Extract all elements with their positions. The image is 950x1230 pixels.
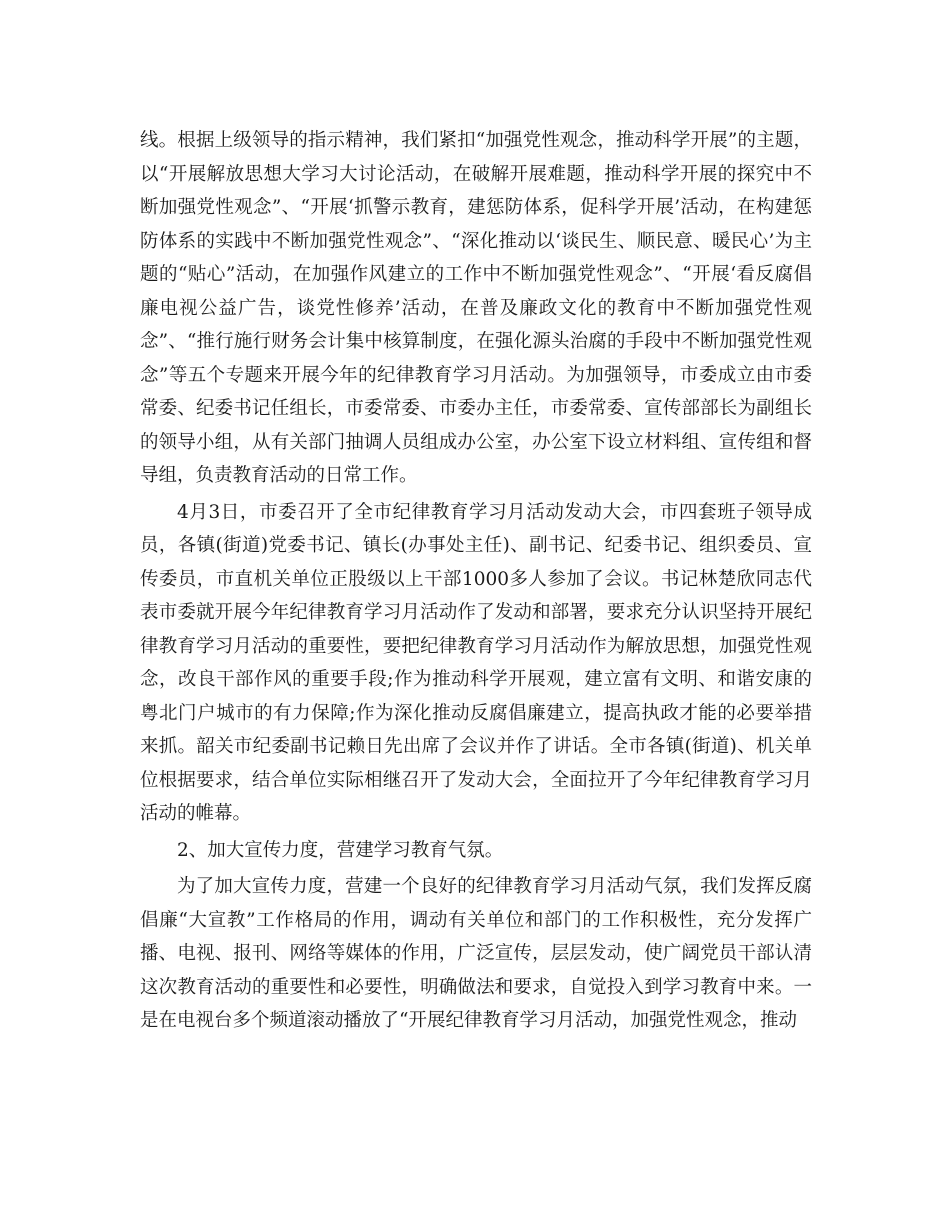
paragraph-3: 为了加大宣传力度，营建一个良好的纪律教育学习月活动气氛，我们发挥反腐倡廉“大宣教”工作格局的作用，调动有关单位和部门的工作积极性，充分发挥广播、电视、报刊、网络等媒体的作用，广泛宣传，层层发动，使广阔党员干部认清这次教育活动的重要性和必要性，明确做法和要求，自觉投入到学习教育中来。一是在电视台多个频道滚动播放了“开展纪律教育学习月活动，加强党性观念，推动 bbox=[140, 876, 812, 1031]
paragraph-2: 4月3日，市委召开了全市纪律教育学习月活动发动大会，市四套班子领导成员，各镇(街道)党委书记、镇长(办事处主任)、副书记、纪委书记、组织委员、宣传委员，市直机关单位正股级以上干部1000多人参加了会议。书记林楚欣同志代表市委就开展今年纪律教育学习月活动作了发动和部署，要求充分认识坚持开展纪律教育学习月活动的重要性，要把纪律教育学习月活动作为解放思想，加强党性观念，改良干部作风的重要手段;作为推动科学开展观，建立富有文明、和谐安康的粤北门户城市的有力保障;作为深化推动反腐倡廉建立，提高执政才能的必要举措来抓。韶关市纪委副书记赖日先出席了会议并作了讲话。全市各镇(街道)、机关单位根据要求，结合单位实际相继召开了发动大会，全面拉开了今年纪律教育学习月活动的帷幕。 bbox=[140, 501, 812, 824]
document-body bbox=[140, 124, 812, 1041]
section-heading-2: 2、加大宣传力度，营建学习教育气氛。 bbox=[177, 839, 504, 861]
paragraph-1: 线。根据上级领导的指示精神，我们紧扣“加强党性观念，推动科学开展”的主题，以“开展解放思想大学习大讨论活动，在破解开展难题，推动科学开展的探究中不断加强党性观念”、“开展‘抓警示教育，建惩防体系，促科学开展’活动，在构建惩防体系的实践中不断加强党性观念”、“深化推动以‘谈民生、顺民意、暖民心’为主题的“贴心”活动，在加强作风建立的工作中不断加强党性观念”、“开展‘看反腐倡廉电视公益广告，谈党性修养’活动，在普及廉政文化的教育中不断加强党性观念”、“推行施行财务会计集中核算制度，在强化源头治腐的手段中不断加强党性观念”等五个专题来开展今年的纪律教育学习月活动。为加强领导，市委成立由市委常委、纪委书记任组长，市委常委、市委办主任，市委常委、宣传部部长为副组长的领导小组，从有关部门抽调人员组成办公室，办公室下设立材料组、宣传组和督导组，负责教育活动的日常工作。 bbox=[140, 130, 812, 486]
